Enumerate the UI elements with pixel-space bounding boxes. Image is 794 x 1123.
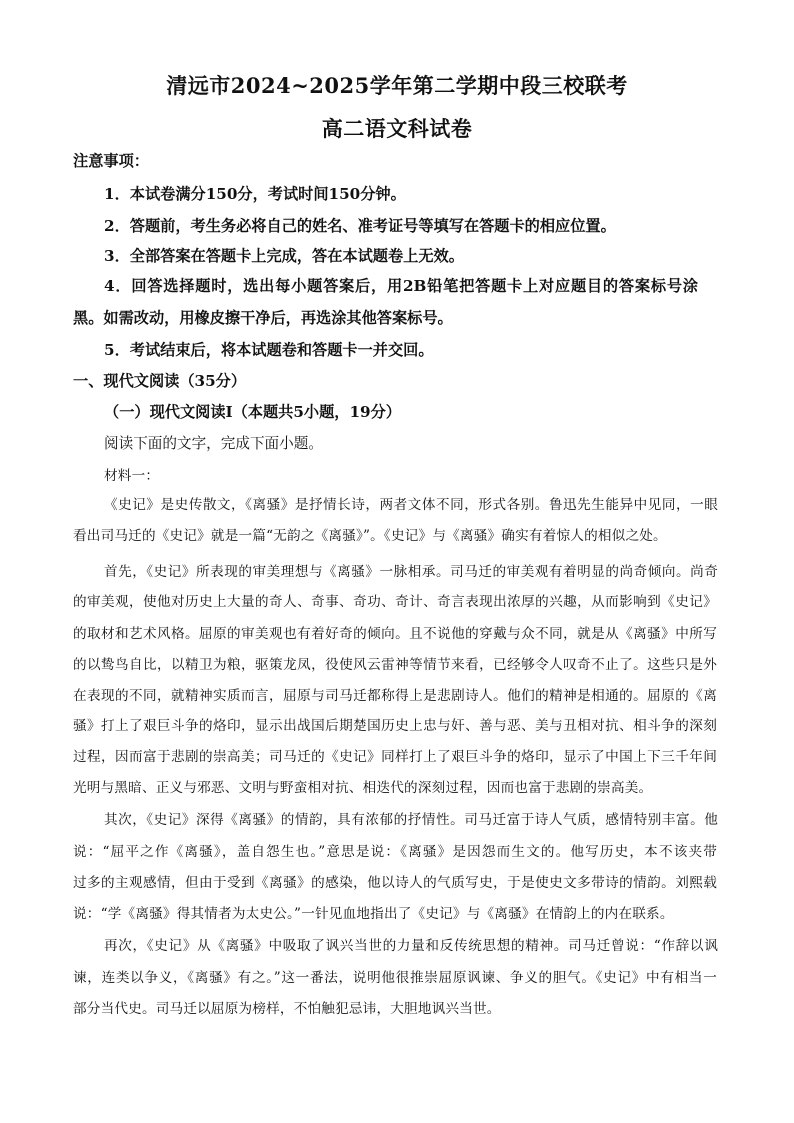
passage-line: 过程，因而富于悲剧的崇高美；司马迁的《史记》同样打上了艰巨斗争的烙印，显示了中国上下三千年间 xyxy=(73,749,717,765)
passage-line: 在表现的不同，就精神实质而言，屈原与司马迁都称得上是悲剧诗人。他们的精神是相通的。屈原的《离 xyxy=(73,688,717,704)
reading-instruction: 阅读下面的文字，完成下面小题。 xyxy=(104,435,323,452)
notice-heading: 注意事项： xyxy=(73,152,149,170)
passage-line: 《史记》是史传散文，《离骚》是抒情长诗，两者文体不同，形式各别。鲁迅先生能异中见同，一眼 xyxy=(104,497,718,513)
passage-line: 光明与黑暗、正义与邪恶、文明与野蛮相对抗、相迭代的深刻过程，因而也富于悲剧的崇高美。 xyxy=(73,780,653,796)
notice-item-5: 5．考试结束后，将本试题卷和答题卡一并交回。 xyxy=(104,341,434,359)
passage-line: 再次，《史记》从《离骚》中吸取了讽兴当世的力量和反传统思想的精神。司马迁曾说：“作辞以讽 xyxy=(104,938,718,954)
passage-line: 的审美观，使他对历史上大量的奇人、奇事、奇功、奇计、奇言表现出浓厚的兴趣，从而影响到《史记》 xyxy=(73,594,717,610)
passage-line: 骚》打上了艰巨斗争的烙印，显示出战国后期楚国历史上忠与奸、善与恶、美与丑相对抗、相斗争的深刻 xyxy=(73,718,717,734)
material-label: 材料一： xyxy=(104,468,160,484)
section-subheading: （一）现代文阅读Ⅰ（本题共5小题，19分） xyxy=(104,403,401,421)
passage-line: 部分当代史。司马迁以屈原为榜样，不怕触犯忌讳，大胆地讽兴当世。 xyxy=(73,1001,501,1017)
exam-subtitle: 高二语文科试卷 xyxy=(321,116,473,141)
notice-item-4: 4．回答选择题时，选出每小题答案后，用2B铅笔把答题卡上对应题目的答案标号涂 xyxy=(104,277,698,295)
passage-line: 的以鸷鸟自比，以精卫为粮，驱策龙凤，役使风云雷神等情节来看，已经够令人叹奇不止了。这些只是外 xyxy=(73,657,717,673)
notice-item-1: 1．本试卷满分150分，考试时间150分钟。 xyxy=(104,185,406,203)
passage-line: 说：“屈平之作《离骚》，盖自怨生也。”意思是说：《离骚》是因怨而生文的。他写历史，本不该夹带 xyxy=(73,844,717,860)
section-heading: 一、现代文阅读（35分） xyxy=(73,372,247,390)
passage-line: 的取材和艺术风格。屈原的审美观也有着好奇的倾向。且不说他的穿戴与众不同，就是从《离骚》中所写 xyxy=(73,626,717,642)
notice-item-3: 3．全部答案在答题卡上完成，答在本试题卷上无效。 xyxy=(104,247,464,265)
passage-line: 说：“学《离骚》得其情者为太史公。”一针见血地指出了《史记》与《离骚》在情韵上的内在联系。 xyxy=(73,906,674,922)
exam-title: 清远市2024~2025学年第二学期中段三校联考 xyxy=(166,73,628,98)
notice-item-4-cont: 黑。如需改动，用橡皮擦干净后，再选涂其他答案标号。 xyxy=(73,309,453,327)
passage-line: 首先，《史记》所表现的审美理想与《离骚》一脉相承。司马迁的审美观有着明显的尚奇倾向。尚奇 xyxy=(104,564,718,580)
notice-item-2: 2．答题前，考生务必将自己的姓名、准考证号等填写在答题卡的相应位置。 xyxy=(104,217,616,235)
passage-line: 谏，连类以争义，《离骚》有之。”这一番法，说明他很推崇屈原讽谏、争义的胆气。《史记》中有相当一 xyxy=(73,970,717,986)
passage-line: 过多的主观感情，但由于受到《离骚》的感染，他以诗人的气质写史，于是使史文多带诗的情韵。刘熙载 xyxy=(73,875,717,891)
passage-line: 其次，《史记》深得《离骚》的情韵，具有浓郁的抒情性。司马迁富于诗人气质，感情特别丰富。他 xyxy=(104,812,718,828)
passage-line: 看出司马迁的《史记》就是一篇“无韵之《离骚》”。《史记》与《离骚》确实有着惊人的相似之处。 xyxy=(73,528,667,544)
